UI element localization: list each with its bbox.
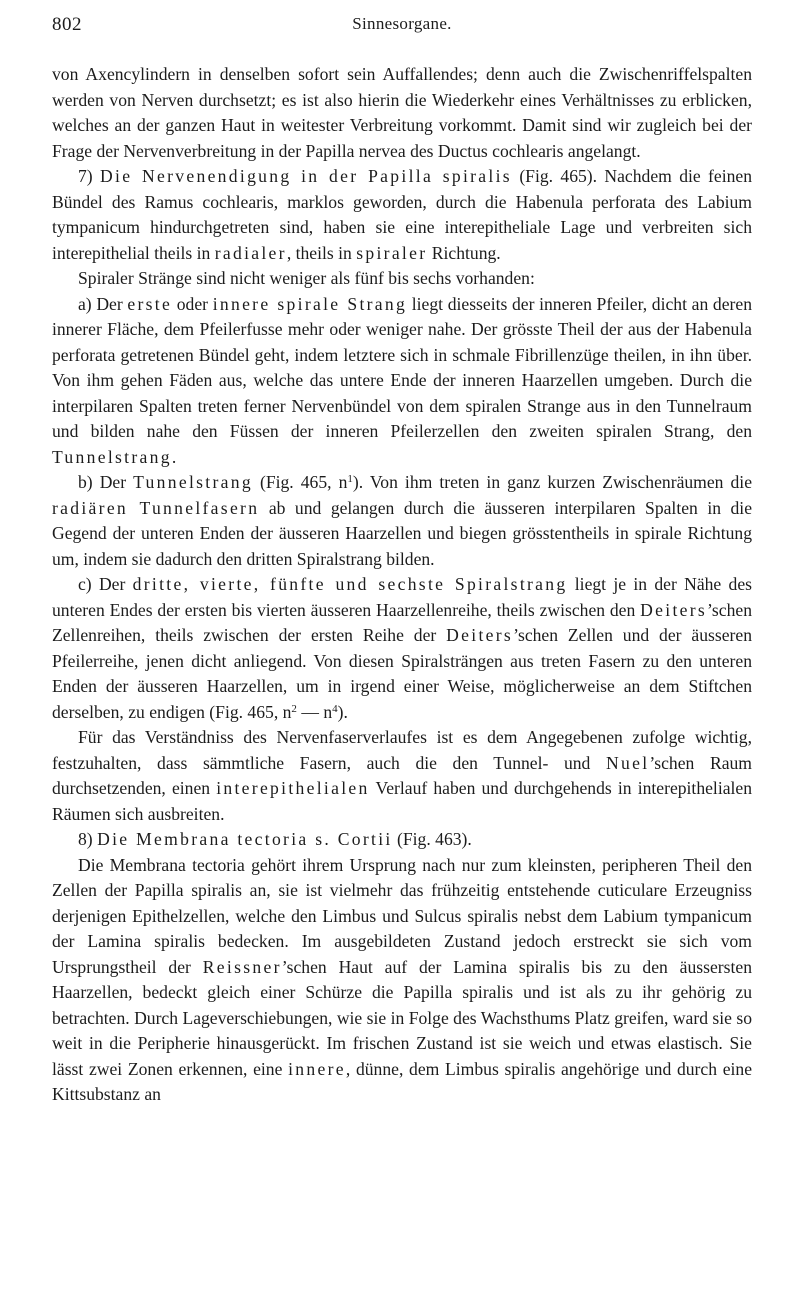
paragraph-c-spiralstraenge: c) Der dritte, vierte, fünfte und sechste Spiralstrang liegt je in der Nähe des unteren Endes der ersten bis vierten äusseren Haarzellenreihe, theils zwischen den Deiters’schen Zellenreihen, theils zwischen der ersten Reihe der Deiters’schen Zellen und der äusseren Pfeilerreihe, jenen dicht anliegend. Von diesen Spiralsträngen aus treten Fasern zu den unteren Enden der äusseren Haarzellen, um in irgend einer Weise, möglicherweise an dem Stiftchen derselben, zu endigen (Fig. 465, $n^2$ — $n^4$). bbox=[52, 574, 753, 722]
paragraph-spiral-count: Spiraler Stränge sind nicht weniger als fünf bis sechs vorhanden: bbox=[78, 268, 535, 288]
paragraph-a-innerer-strang: a) Der erste oder innere spirale Strang liegt diesseits der inneren Pfeiler, dicht an deren innerer Fläche, dem Pfeilerfusse mehr oder weniger nahe. Der grösste Theil der aus der Habenula perforata getretenen Bündel geht, indem letztere sich in schmale Fibrillenzüge theilen, in ihn über. Von ihm gehen Fäden aus, welche das untere Ende der inneren Haarzellen umgeben. Durch die interpilaren Spalten treten ferner Nervenbündel von dem spiralen Strange aus in den Tunnelraum und bilden nahe den Füssen der inneren Pfeilerzellen den zweiten spiralen Strang, den Tunnelstrang. bbox=[52, 293, 752, 467]
section-8-heading: Die Membrana tectoria s. Cortii bbox=[97, 829, 393, 849]
section-7-heading: Die Nervenendigung in der Papilla spiralis bbox=[100, 166, 512, 186]
running-title: Sinnesorgane. bbox=[352, 14, 452, 33]
section-7-nervenendigung: 7) Die Nervenendigung in der Papilla spiralis (Fig. 465). Nachdem die feinen Bündel des Ramus cochlearis, marklos geworden, durch die Habenula perforata des Labium tympanicum hindurchgetreten sind, haben sie eine interepitheliale Lage und verbreiten sich interepithelial theils in radialer, theils in spiraler Richtung. bbox=[52, 166, 753, 263]
paragraph-intro: von Axencylindern in denselben sofort sein Auffallendes; denn auch die Zwischenriffelspalten werden von Nerven durchsetzt; es ist also hierin die Wiederkehr eines Verhältnisses zu erblicken, welches an der ganzen Haut in weitester Verbreitung vorkommt. Damit sind wir zugleich bei der Frage der Nervenverbreitung in der Papilla nervea des Ductus cochlearis angelangt. bbox=[52, 64, 752, 161]
paragraph-b-tunnelstrang: b) Der Tunnelstrang (Fig. 465, $n^1$). Von ihm treten in ganz kurzen Zwischenräumen die radiären Tunnelfasern ab und gelangen durch die äusseren interpilaren Spalten in die Gegend der unteren Enden der äusseren Haarzellen und biegen grösstentheils in spirale Richtung um, indem sie dadurch den dritten Spiralstrang bilden. bbox=[52, 472, 752, 569]
paragraph-faserverlauf: Für das Verständniss des Nervenfaserverlaufes ist es dem Angegebenen zufolge wichtig, festzuhalten, dass sämmtliche Fasern, auch die den Tunnel- und Nuel’schen Raum durchsetzenden, einen interepithelialen Verlauf haben und durchgehends in interepithelialen Räumen sich ausbreiten. bbox=[52, 727, 753, 824]
section-8-membrana-tectoria: 8) Die Membrana tectoria s. Cortii (Fig. 463). bbox=[78, 829, 472, 849]
page-header bbox=[52, 10, 752, 42]
body-text bbox=[52, 62, 752, 1108]
page-number: 802 bbox=[52, 14, 82, 35]
paragraph-membrana-description: Die Membrana tectoria gehört ihrem Ursprung nach nur zum kleinsten, peripheren Theil den Zellen der Papilla spiralis an, sie ist vielmehr das frühzeitig entstehende cuticulare Erzeugniss derjenigen Epithelzellen, welche den Limbus und Sulcus spiralis nebst dem Labium tympanicum der Lamina spiralis bedecken. Im ausgebildeten Zustand jedoch erstreckt sie sich vom Ursprungstheil der Reissner’schen Haut auf der Lamina spiralis bis zu den äussersten Haarzellen, bedeckt gleich einer Schürze die Papilla spiralis und ist als zu ihr gehörig zu betrachten. Durch Lageverschiebungen, wie sie in Folge des Wachsthums Platz greifen, ward sie so weit in die Peripherie hinausgerückt. Im frischen Zustand ist sie weich und etwas elastisch. Sie lässt zwei Zonen erkennen, eine innere, dünne, dem Limbus spiralis angehörige und durch eine Kittsubstanz an bbox=[52, 854, 752, 1104]
